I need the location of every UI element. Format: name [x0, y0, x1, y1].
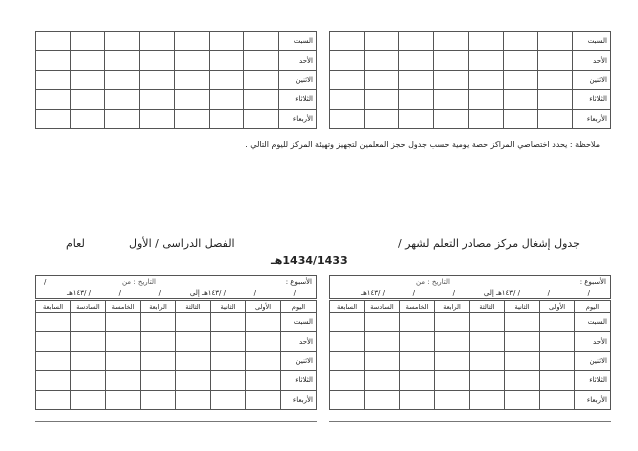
bottom-left-schedule-table: [35, 300, 317, 410]
column-header: اليوم: [281, 301, 317, 313]
day-cell: الاثنين: [281, 351, 317, 370]
day-cell: الاثنين: [279, 70, 317, 89]
day-cell: الأربعاء: [575, 390, 611, 409]
semester-label: الفصل الدراسى / الأول: [129, 237, 235, 250]
slash-mark: /: [253, 289, 256, 297]
column-header: الخامسة: [106, 301, 141, 313]
day-cell: السبت: [575, 313, 611, 332]
week-info-box-right: [329, 275, 611, 299]
week-label: الأسبوع :: [579, 278, 606, 286]
bottom-right-schedule-table: [329, 300, 611, 410]
column-header: الثانية: [505, 301, 540, 313]
day-cell: السبت: [573, 32, 611, 51]
slash-mark: /: [452, 289, 455, 297]
day-cell: الثلاثاء: [573, 90, 611, 109]
column-header: السادسة: [71, 301, 106, 313]
slash-mark: /: [412, 289, 415, 297]
top-left-schedule-table: [35, 31, 317, 129]
academic-year: 1434/1433هـ: [271, 254, 348, 267]
day-cell: الأحد: [279, 51, 317, 70]
week-label: الأسبوع :: [285, 278, 312, 286]
column-header: الثالثة: [176, 301, 211, 313]
date-from-label: التاريخ : من: [415, 278, 450, 286]
slash-mark: /: [118, 289, 121, 297]
day-cell: الثلاثاء: [575, 371, 611, 390]
hijri-to-date: / /١٤٣هـ: [67, 289, 91, 297]
slash-mark: /: [44, 278, 47, 286]
day-cell: الثلاثاء: [279, 90, 317, 109]
day-cell: الأحد: [575, 332, 611, 351]
bottom-right-rows: [330, 301, 611, 410]
top-right-schedule-table: [329, 31, 611, 129]
day-cell: الأربعاء: [279, 109, 317, 128]
column-header: الرابعة: [435, 301, 470, 313]
day-cell: الأحد: [281, 332, 317, 351]
day-cell: الأحد: [573, 51, 611, 70]
slash-mark: /: [293, 289, 296, 297]
day-cell: الأربعاء: [281, 390, 317, 409]
top-left-rows: [36, 32, 317, 129]
slash-mark: /: [547, 289, 550, 297]
year-label: لعام: [66, 237, 85, 250]
hijri-to-date: / /١٤٣هـ: [361, 289, 385, 297]
column-header: الثالثة: [470, 301, 505, 313]
day-cell: الاثنين: [575, 351, 611, 370]
week-info-box-left: [35, 275, 317, 299]
column-header: السابعة: [36, 301, 71, 313]
column-header: الرابعة: [141, 301, 176, 313]
bottom-left-rows: [36, 301, 317, 410]
hijri-from-date: / /١٤٣هـ إلى: [483, 289, 520, 297]
day-cell: الاثنين: [573, 70, 611, 89]
day-cell: الثلاثاء: [281, 371, 317, 390]
column-header: الخامسة: [400, 301, 435, 313]
bottom-divider-right: [329, 421, 611, 422]
bottom-divider-left: [35, 421, 317, 422]
column-header: اليوم: [575, 301, 611, 313]
day-cell: الأربعاء: [573, 109, 611, 128]
note-text: ملاحظة : يحدد اختصاصي المراكز حصة يومية حسب جدول حجز المعلمين لتجهيز وتهيئة المركز لليوم التالي .: [245, 140, 600, 149]
column-header: الأولى: [540, 301, 575, 313]
column-header: السابعة: [330, 301, 365, 313]
column-header: الثانية: [211, 301, 246, 313]
column-header: السادسة: [365, 301, 400, 313]
hijri-from-date: / /١٤٣هـ إلى: [189, 289, 226, 297]
top-right-rows: [330, 32, 611, 129]
slash-mark: /: [587, 289, 590, 297]
date-from-label: التاريخ : من: [121, 278, 156, 286]
schedule-heading: جدول إشغال مركز مصادر التعلم لشهر /: [397, 237, 580, 250]
column-header: الأولى: [246, 301, 281, 313]
day-cell: السبت: [279, 32, 317, 51]
slash-mark: /: [158, 289, 161, 297]
day-cell: السبت: [281, 313, 317, 332]
